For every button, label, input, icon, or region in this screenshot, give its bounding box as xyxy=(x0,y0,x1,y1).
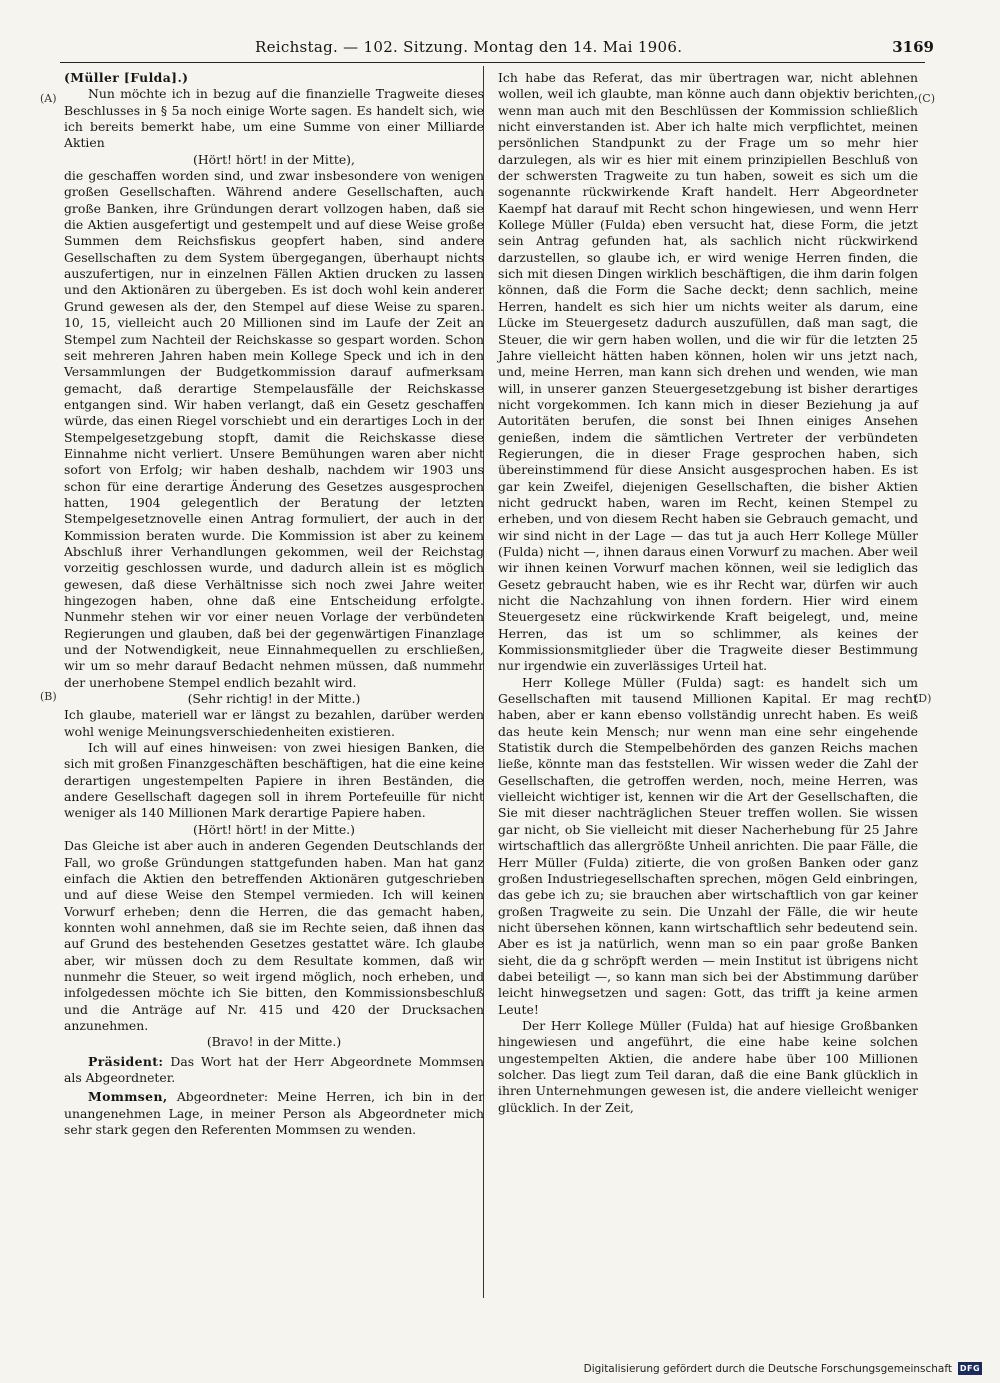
interjection: (Hört! hört! in der Mitte), xyxy=(193,151,355,167)
right-column xyxy=(498,70,918,1116)
interjection: (Bravo! in der Mitte.) xyxy=(206,1034,342,1050)
paragraph: Herr Kollege Müller (Fulda) sagt: es handelt sich um Gesellschaften mit tausend Millionen Kapital. Er mag recht haben, aber er kann ebenso vollständig unrecht haben. Es weiß das heute kein Mensch; nur wenn man eine sehr eingehende Statistik durch die Stempelbehörden des ganzen Reichs machen ließe, könnte man das feststellen. Wir wissen weder die Zahl der Gesellschaften, die getroffen werden, noch, meine Herren, was vielleicht wichtiger ist, kennen wir die Art der Gesellschaften, die Sie mit dieser nachträglichen Steuer treffen wollen. Sie wissen gar nicht, ob Sie vielleicht mit dieser Nacherhebung für 25 Jahre wirtschaftlich das allergrößte Unheil anrichten. Die paar Fälle, die Herr Müller (Fulda) zitierte, die von großen Banken oder ganz großen Industriegesellschaften sprechen, mögen Geld einbringen, das gebe ich zu; sie brauchen aber wirtschaftlich von gar keiner großen Tragweite zu sein. Die Unzahl der Fälle, die wir heute nicht übersehen können, kann wirtschaftlich sehr bedeutend sein. Aber es ist ja natürlich, wenn man so ein paar große Banken sieht, die da g schröpft werden — mein Institut ist übrigens nicht dabei beteiligt —, so kann man sich bei der Abstimmung darüber leicht hinwegsetzen und sagen: Gott, das trifft ja keine armen Leute! xyxy=(498,674,918,1017)
interjection: (Hört! hört! in der Mitte.) xyxy=(193,821,355,837)
speech-text: Abgeordneter: Meine Herren, ich bin in der unangenehmen Lage, in meiner Person als Abgeordneter mich sehr stark gegen den Referenten Mommsen zu wenden. xyxy=(64,1089,484,1137)
page-number: 3169 xyxy=(892,38,934,56)
margin-marker-d: (D) xyxy=(914,692,932,705)
president-paragraph xyxy=(64,1054,484,1087)
paragraph: Ich will auf eines hinweisen: von zwei hiesigen Banken, die sich mit großen Finanzgeschäften beschäftigen, hat die eine keine derartigen ungestempelten Papiere in ihren Beständen, die andere Gesellschaft dagegen soll in ihrem Portefeuille für nicht weniger als 140 Millionen Mark derartige Papiere haben. xyxy=(64,740,484,821)
paragraph: Das Gleiche ist aber auch in anderen Gegenden Deutschlands der Fall, wo große Gründungen stattgefunden haben. Man hat ganz einfach die Aktien den betreffenden Aktionären gutgeschrieben und auf diese Weise den Stempel vermieden. Ich will keinen Vorwurf erheben; denn die Herren, die das gemacht haben, konnten wohl annehmen, daß sie im Rechte seien, daß ihnen das auf Grund des bestehenden Gesetzes gestattet wäre. Ich glaube aber, wir müssen doch zu dem Resultate kommen, daß wir nunmehr die Steuer, so weit irgend möglich, noch erheben, und infolgedessen möchte ich Sie bitten, den Kommissionsbeschluß und die Anträge auf Nr. 415 und 420 der Drucksachen anzunehmen. xyxy=(64,838,484,1033)
speaker-head: (Müller [Fulda].) xyxy=(64,70,189,85)
speech-paragraph xyxy=(64,1089,484,1138)
page-header xyxy=(60,38,934,64)
page-title: Reichstag. — 102. Sitzung. Montag den 14. Mai 1906. xyxy=(255,38,683,56)
speech-text: Das Wort hat der Herr Abgeordnete Mommsen als Abgeordneter. xyxy=(64,1053,484,1085)
margin-marker-a: (A) xyxy=(40,92,57,105)
footer-text: Digitalisierung gefördert durch die Deutsche Forschungsgemeinschaft xyxy=(583,1362,952,1375)
interjection: (Sehr richtig! in der Mitte.) xyxy=(187,691,361,707)
margin-marker-c: (C) xyxy=(918,92,935,105)
paragraph: Ich glaube, materiell war er längst zu bezahlen, darüber werden wohl wenige Meinungsverschiedenheiten existieren. xyxy=(64,707,484,739)
margin-marker-b: (B) xyxy=(40,690,57,703)
paragraph: Nun möchte ich in bezug auf die finanzielle Tragweite dieses Beschlusses in § 5a noch einige Worte sagen. Es handelt sich, wie ich bereits bemerkt habe, um eine Summe von einer Milliarde Aktien xyxy=(64,86,484,151)
dfg-logo-icon: DFG xyxy=(959,1364,981,1373)
header-rule xyxy=(60,62,925,63)
paragraph: die geschaffen worden sind, und zwar insbesondere von wenigen großen Gesellschaften. Während andere Gesellschaften, auch große Banken, ihre Gründungen derart vollzogen haben, daß sie die Aktien ausgefertigt und gestempelt und auf diese Weise große Summen dem Reichsfiskus geopfert haben, sind andere Gesellschaften zu dem System übergegangen, überhaupt nichts auszufertigen, nur in einzelnen Fällen Aktien drucken zu lassen und den Aktionären zu übergeben. Es ist doch wohl kein anderer Grund gewesen als der, den Stempel auf diese Weise zu sparen. 10, 15, vielleicht auch 20 Millionen sind im Laufe der Zeit an Stempel zum Nachteil der Reichskasse so gespart worden. Schon seit mehreren Jahren haben mein Kollege Speck und ich in den Versammlungen der Budgetkommission darauf aufmerksam gemacht, daß derartige Stempelausfälle der Reichskasse entgangen sind. Wir haben verlangt, daß ein Gesetz geschaffen würde, das einen Riegel vorschiebt und ein derartiges Loch in der Stempelgesetzgebung stopft, damit die Reichskasse diese Einnahme nicht verliert. Unsere Bemühungen waren aber nicht sofort von Erfolg; wir haben deshalb, nachdem wir 1903 uns schon für eine derartige Änderung des Gesetzes ausgesprochen hatten, 1904 gelegentlich der Beratung der letzten Stempelgesetznovelle einen Antrag formuliert, der auch in der Kommission beraten wurde. Die Kommission ist aber zu keinem Abschluß ihrer Verhandlungen gekommen, weil der Reichstag vorzeitig geschlossen wurde, und dadurch allein ist es möglich gewesen, daß diese Verhältnisse sich noch zwei Jahre weiter hingezogen haben, ohne daß eine Entscheidung erfolgte. Nunmehr stehen wir vor einer neuen Vorlage der verbündeten Regierungen und glauben, daß bei der gegenwärtigen Finanzlage und der Notwendigkeit, neue Einnahmequellen zu erschließen, wir um so mehr darauf Bedacht nehmen müssen, daß nummehr der unerhobene Stempel endlich bezahlt wird. xyxy=(64,168,484,690)
paragraph: Ich habe das Referat, das mir übertragen war, nicht ablehnen wollen, weil ich glaubte, man könne auch dann objektiv berichten, wenn man auch mit den Beschlüssen der Kommission schließlich nicht einverstanden ist. Aber ich halte mich verpflichtet, meinen persönlichen Standpunkt zu der Frage um so mehr hier darzulegen, als wir es hier mit einem prinzipiellen Beschluß von der schwersten Tragweite zu tun haben, soweit es sich um die sogenannte rückwirkende Kraft handelt. Herr Abgeordneter Kaempf hat darauf mit Recht schon hingewiesen, und wenn Herr Kollege Müller (Fulda) eben versucht hat, diese Form, die jetzt sein Antrag gefunden hat, als sachlich nicht rückwirkend darzustellen, so glaube ich, er wird wenige Herren finden, die sich mit diesen Dingen wirklich beschäftigen, die ihm darin folgen können, daß die Form die Sache deckt; denn sachlich, meine Herren, handelt es sich hier um nichts weiter als darum, eine Lücke im Steuergesetz dadurch auszufüllen, daß man sagt, die Steuer, die wir gern haben wollen, und die wir für die letzten 25 Jahre vielleicht hätten haben können, holen wir uns jetzt nach, und, meine Herren, man kann sich drehen und wenden, wie man will, in unserer ganzen Steuergesetzgebung ist bisher derartiges nicht vorgekommen. Ich kann mich in dieser Beziehung ja auf Autoritäten berufen, die sonst bei Ihnen einiges Ansehen genießen, indem die sämtlichen Vertreter der verbündeten Regierungen, die in dieser Frage gesprochen haben, sich übereinstimmend für diese Ansicht ausgesprochen haben. Es ist gar kein Zweifel, diejenigen Gesellschaften, die bisher Aktien nicht gedruckt haben, waren im Recht, keinen Stempel zu erheben, und von diesem Recht haben sie Gebrauch gemacht, und wir sind nicht in der Lage — das tut ja auch Herr Kollege Müller (Fulda) nicht —, ihnen daraus einen Vorwurf zu machen. Aber weil wir ihnen keinen Vorwurf machen können, weil sie lediglich das Gesetz gebraucht haben, wie es ihr Recht war, dürfen wir auch nicht die Nachzahlung von ihnen fordern. Hier wird einem Steuergesetz eine rückwirkende Kraft beigelegt, und, meine Herren, das ist um so schlimmer, als keines der Kommissionsmitglieder über die Tragweite dieser Bestimmung nur irgendwie ein zuverlässiges Urteil hat. xyxy=(498,70,918,674)
footer-credit xyxy=(584,1362,982,1375)
paragraph: Der Herr Kollege Müller (Fulda) hat auf hiesige Großbanken hingewiesen und angeführt, die eine habe keine solchen ungestempelten Aktien, die andere habe über 100 Millionen solcher. Das liegt zum Teil daran, daß die eine Bank glücklich in ihren Unternehmungen gewesen ist, die andere vielleicht weniger glücklich. In der Zeit, xyxy=(498,1017,918,1115)
speaker-name: Präsident: xyxy=(88,1053,164,1069)
left-column xyxy=(64,70,484,1138)
speaker-name: Mommsen, xyxy=(88,1089,168,1105)
